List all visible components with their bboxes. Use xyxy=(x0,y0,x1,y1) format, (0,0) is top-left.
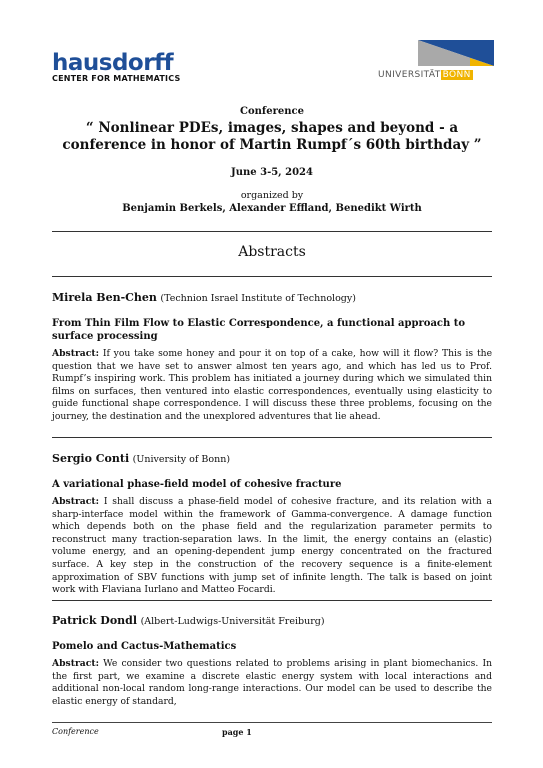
divider xyxy=(52,231,492,232)
hausdorff-logo-subtitle: CENTER FOR MATHEMATICS xyxy=(52,74,181,83)
talk-title: Pomelo and Cactus-Mathematics xyxy=(52,641,237,652)
divider xyxy=(52,437,492,438)
university-word: UNIVERSITÄT xyxy=(378,70,441,80)
speaker-affiliation: (University of Bonn) xyxy=(132,454,231,465)
speaker-name: Patrick Dondl xyxy=(52,614,138,627)
speaker-line xyxy=(52,452,492,467)
abstract-entry xyxy=(52,614,492,708)
abstract-text xyxy=(52,496,492,597)
section-heading: Abstracts xyxy=(238,244,306,260)
talk-title: From Thin Film Flow to Elastic Correspondence, a functional approach to surface processing xyxy=(52,318,466,342)
footer-conference-label: Conference xyxy=(52,727,99,736)
divider xyxy=(52,600,492,601)
university-bonn-emblem xyxy=(378,40,494,68)
speaker-line xyxy=(52,614,492,629)
speaker-affiliation: (Technion Israel Institute of Technology) xyxy=(160,293,356,304)
speaker-name: Mirela Ben-Chen xyxy=(52,291,157,304)
page-number: page 1 xyxy=(222,727,252,737)
speaker-affiliation: (Albert-Ludwigs-Universität Freiburg) xyxy=(140,616,325,627)
organized-by-label: organized by xyxy=(240,190,304,201)
abstract-entry xyxy=(52,452,492,597)
abstract-body: I shall discuss a phase-field model of cohesive fracture, and its relation with a sharp-interface model within the framework of Gamma-convergence. A damage function which depends both on the phase field and the regularization parameter permits to reconstruct many traction-separation laws. In the limit, the energy contains an (elastic) volume energy, and an opening-dependent jump energy concentrated on the fractured surface. A key step in the construction of the recovery sequence is a finite-element approximation of SBV functions with jump set of infinite length. The talk is based on joint work with Flaviana Iurlano and Matteo Focardi. xyxy=(52,496,493,596)
conference-dates: June 3-5, 2024 xyxy=(231,167,313,178)
abstract-text xyxy=(52,658,492,708)
abstract-label: Abstract: xyxy=(52,658,99,669)
abstract-entry xyxy=(52,291,492,424)
speaker-name: Sergio Conti xyxy=(52,452,130,465)
conference-title: “ Nonlinear PDEs, images, shapes and beyond - a conference in honor of Martin Rumpf´s 60th birthday ” xyxy=(62,120,482,153)
university-bonn-logo xyxy=(378,40,494,82)
abstract-label: Abstract: xyxy=(52,348,99,359)
footer-divider xyxy=(52,722,492,723)
hausdorff-logo xyxy=(52,52,182,84)
abstract-body: If you take some honey and pour it on top of a cake, how will it flow? This is the question that we have set to answer almost ten years ago, and which has led us to Prof. Rumpf’s inspiring work. This problem has initiated a journey during which we simulated thin films on surfaces, then ventured into elastic correspondences, eventually using elasticity to guide functional shape correspondence. I will discuss these three problems, focusing on the journey, the destination and the unexplored adventures that lie ahead. xyxy=(52,348,493,422)
abstract-label: Abstract: xyxy=(52,496,99,507)
abstract-text xyxy=(52,348,492,424)
conference-label: Conference xyxy=(240,106,304,117)
speaker-line xyxy=(52,291,492,306)
abstract-body: We consider two questions related to problems arising in plant biomechanics. In the first part, we examine a discrete elastic energy system with local interactions and additional non-local random long-range interactions. Our model can be used to describe the elastic energy of standard, xyxy=(52,658,492,707)
divider xyxy=(52,276,492,277)
university-bonn-wordmark xyxy=(378,70,473,80)
organizers: Benjamin Berkels, Alexander Effland, Benedikt Wirth xyxy=(122,203,422,214)
hausdorff-logo-word: hausdorff xyxy=(52,50,174,76)
talk-title: A variational phase-field model of cohesive fracture xyxy=(52,479,342,490)
bonn-word: BONN xyxy=(442,70,471,80)
